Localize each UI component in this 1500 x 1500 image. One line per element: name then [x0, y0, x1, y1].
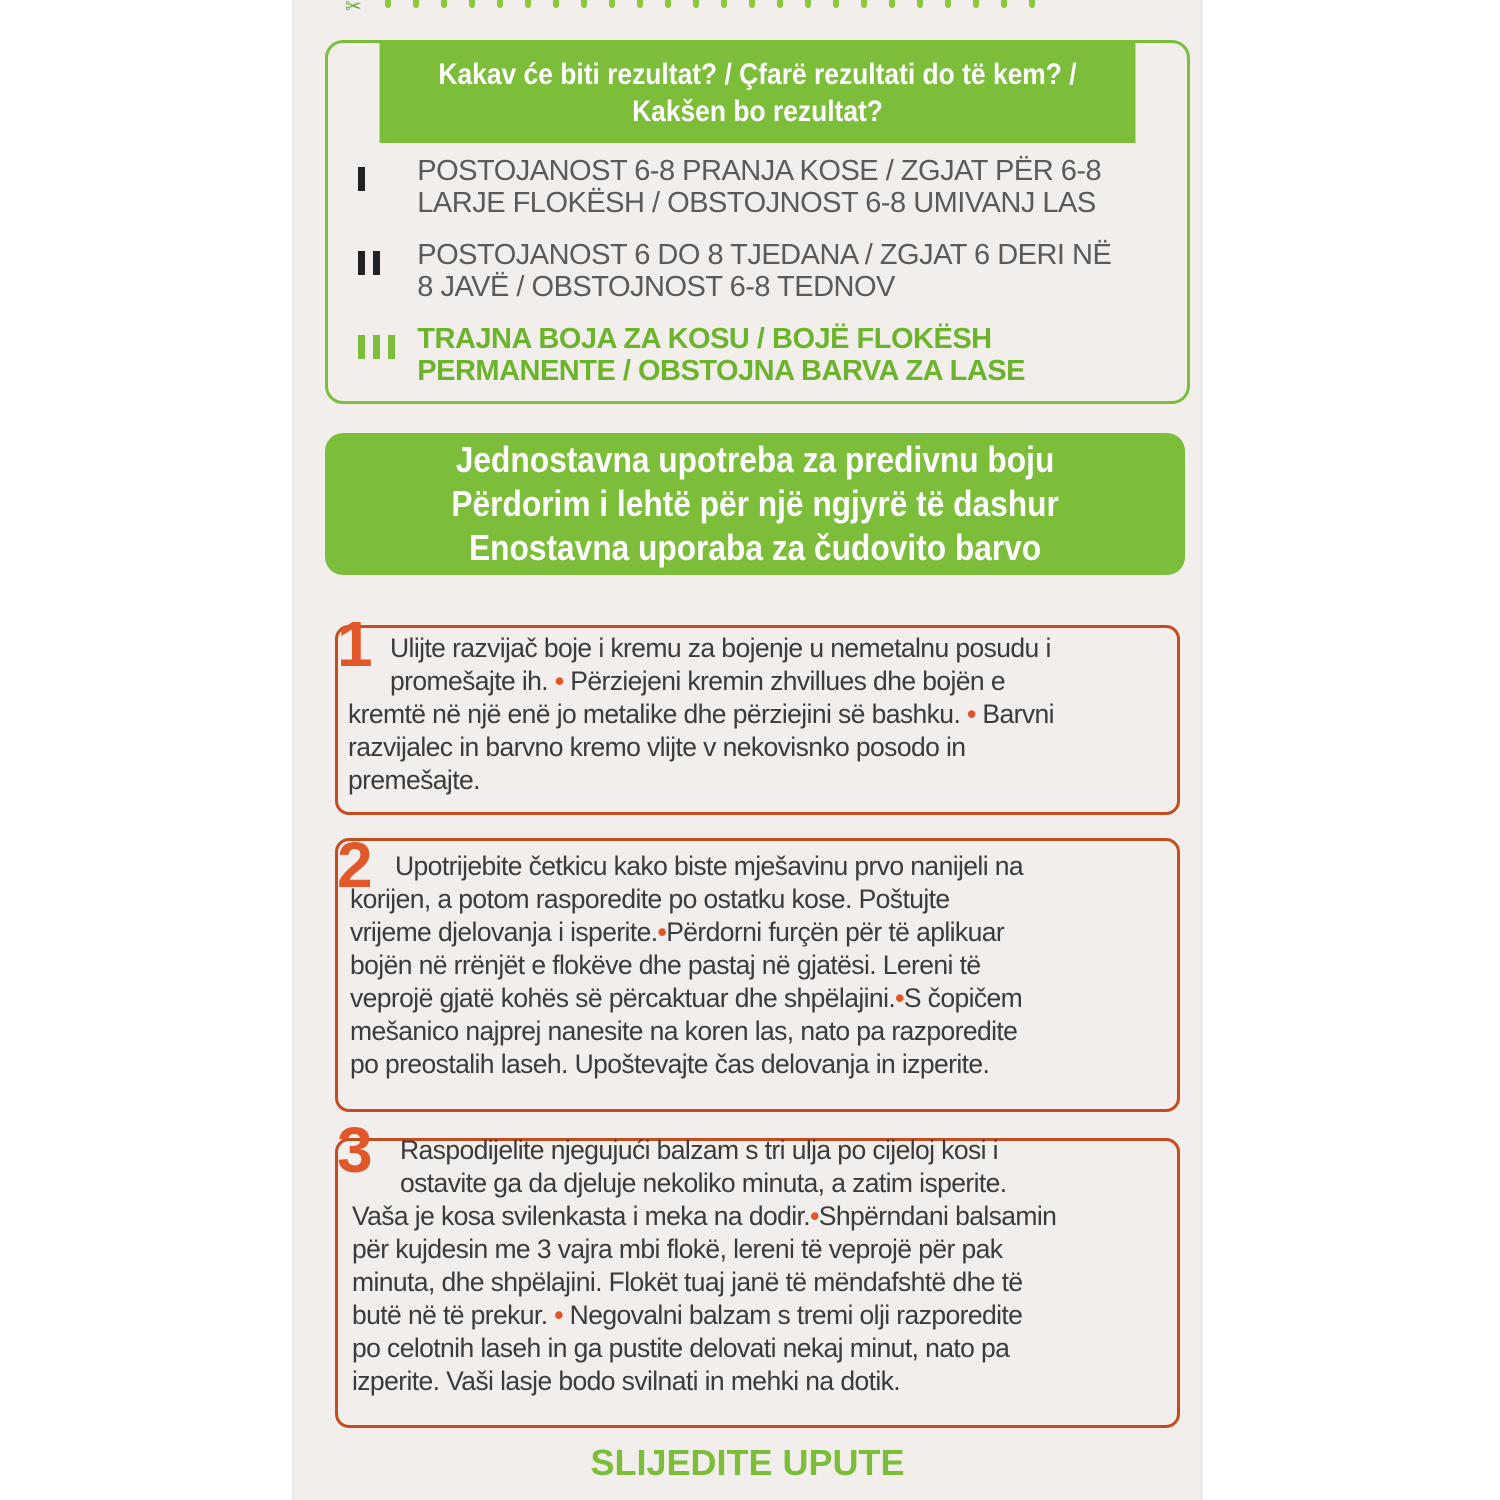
- right-white-margin: [1200, 0, 1500, 1500]
- step-3-text: Raspodijelite njegujući balzam s tri ulja po cijeloj kosi i ostavite ga da djeluje nekoliko minuta, a zatim isperite. Vaša je kosa svilenkasta i meka na dodir.•Shpërndani balsamin për kujdesin me 3 vajra mbi flokë, lereni të veprojë për pak minuta, dhe shpëlajini. Flokët tuaj janë të mëndafshtë dhe të butë në të prekur. • Negovalni balzam s tremi olji razporedite po celotnih laseh in ga pustite delovati nekaj minut, nato pa izperite. Vaši lasje bodo svilnati in mehki na dotik.: [352, 1135, 1057, 1396]
- scissors-icon: ✂: [345, 0, 362, 18]
- results-title-line2: Kakšen bo rezultat?: [632, 95, 883, 128]
- step-2-number: 2: [337, 829, 373, 901]
- level-1-marker-icon: [328, 155, 417, 191]
- level-3-marker-icon: [328, 323, 417, 359]
- bullet-icon: •: [966, 699, 976, 729]
- results-title: [380, 43, 1136, 143]
- follow-instructions-heading: SLIJEDITE UPUTE: [590, 1442, 905, 1483]
- left-white-margin: [0, 0, 295, 1500]
- step-1-number: 1: [337, 608, 373, 680]
- bullet-icon: •: [554, 1300, 563, 1330]
- easy-use-line3: Enostavna uporaba za čudovito barvo: [468, 527, 1042, 568]
- level-3: [328, 323, 1188, 387]
- step-2-text: Upotrijebite četkicu kako biste mješavinu prvo nanijeli na korijen, a potom rasporedite po ostatku kose. Poštujte vrijeme djelovanja i isperite.•Përdorni furçën për të aplikuar bojën në rrënjët e flokëve dhe pastaj në gjatësi. Lereni të veprojë gjatë kohës së përcaktuar dhe shpëlajini.•S čopičem mešanico najprej nanesite na koren las, nato pa razporedite po preostalih laseh. Upoštevajte čas delovanja in izperite.: [350, 851, 1024, 1079]
- easy-use-line1: Jednostavna upotreba za predivnu boju: [455, 439, 1055, 480]
- easy-use-banner: [325, 433, 1185, 575]
- top-decoration: [295, 0, 1200, 8]
- results-title-line1: Kakav će biti rezultat? / Çfarë rezultati do të kem? /: [438, 58, 1077, 91]
- level-2-text: POSTOJANOST 6 DO 8 TJEDANA / ZGJAT 6 DERI NË 8 JAVË / OBSTOJNOST 6-8 TEDNOV: [417, 239, 1112, 303]
- bullet-icon: •: [554, 666, 564, 696]
- results-box: [325, 40, 1190, 404]
- level-1-text: POSTOJANOST 6-8 PRANJA KOSE / ZGJAT PËR 6-8 LARJE FLOKËSH / OBSTOJNOST 6-8 UMIVANJ LAS: [417, 155, 1102, 219]
- bullet-icon: •: [810, 1201, 819, 1231]
- level-2: [328, 239, 1188, 303]
- package-panel: [295, 0, 1200, 1500]
- step-1-text: Ulijte razvijač boje i kremu za bojenje u nemetalnu posudu i promešajte ih. • Përziejeni kremin zhvillues dhe bojën e kremtë në një enë jo metalike dhe përziejini së bashku. • Barvni razvijalec in barvno kremo vlijte v nekovisnko posodo in premešajte.: [348, 633, 1054, 795]
- bullet-icon: •: [895, 983, 904, 1013]
- step-3-number: 3: [337, 1114, 373, 1186]
- bullet-icon: •: [657, 917, 667, 947]
- level-2-marker-icon: [328, 239, 417, 275]
- level-1: [328, 155, 1188, 219]
- level-3-text: TRAJNA BOJA ZA KOSU / BOJË FLOKËSH PERMANENTE / OBSTOJNA BARVA ZA LASE: [417, 323, 1025, 387]
- easy-use-line2: Përdorim i lehtë për një ngjyrë të dashur: [451, 483, 1059, 524]
